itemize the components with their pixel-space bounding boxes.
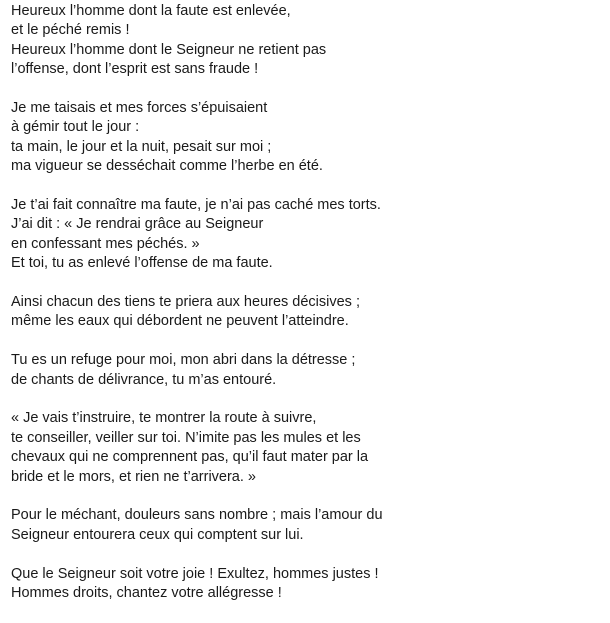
verse-line: J’ai dit : « Je rendrai grâce au Seigneur xyxy=(11,216,264,233)
psalm-text xyxy=(11,2,601,623)
stanza-7 xyxy=(11,506,601,545)
verse-line: en confessant mes péchés. » xyxy=(11,235,200,252)
stanza-5 xyxy=(11,351,601,390)
verse-line: Tu es un refuge pour moi, mon abri dans la détresse ; xyxy=(11,352,356,369)
verse-line: bride et le mors, et rien ne t’arrivera. » xyxy=(11,468,256,485)
verse-line: ta main, le jour et la nuit, pesait sur moi ; xyxy=(11,138,272,155)
verse-line: « Je vais t’instruire, te montrer la route à suivre, xyxy=(11,410,317,427)
verse-line: Je t’ai fait connaître ma faute, je n’ai pas caché mes torts. xyxy=(11,197,381,214)
stanza-8 xyxy=(11,565,601,604)
verse-line: à gémir tout le jour : xyxy=(11,119,140,136)
stanza-2 xyxy=(11,99,601,177)
verse-line: Ainsi chacun des tiens te priera aux heures décisives ; xyxy=(11,294,360,311)
verse-line: te conseiller, veiller sur toi. N’imite pas les mules et les xyxy=(11,429,361,446)
verse-line: Heureux l’homme dont la faute est enlevée, xyxy=(11,3,291,19)
verse-line: et le péché remis ! xyxy=(11,22,130,39)
verse-line: Je me taisais et mes forces s’épuisaient xyxy=(11,100,268,117)
stanza-1 xyxy=(11,2,601,80)
stanza-4 xyxy=(11,293,601,332)
verse-line: même les eaux qui débordent ne peuvent l’atteindre. xyxy=(11,313,349,330)
verse-line: Pour le méchant, douleurs sans nombre ; mais l’amour du xyxy=(11,507,383,524)
verse-line: l’offense, dont l’esprit est sans fraude ! xyxy=(11,61,259,78)
stanza-3 xyxy=(11,196,601,274)
verse-line: chevaux qui ne comprennent pas, qu’il faut mater par la xyxy=(11,449,369,466)
stanza-6 xyxy=(11,409,601,487)
verse-line: Que le Seigneur soit votre joie ! Exultez, hommes justes ! xyxy=(11,565,379,582)
verse-line: Et toi, tu as enlevé l’offense de ma faute. xyxy=(11,255,273,272)
verse-line: Heureux l’homme dont le Seigneur ne retient pas xyxy=(11,41,327,58)
verse-line: de chants de délivrance, tu m’as entouré. xyxy=(11,371,277,388)
verse-line: Hommes droits, chantez votre allégresse ! xyxy=(11,585,282,602)
verse-line: ma vigueur se desséchait comme l’herbe en été. xyxy=(11,158,323,175)
verse-line: Seigneur entourera ceux qui comptent sur lui. xyxy=(11,526,304,543)
